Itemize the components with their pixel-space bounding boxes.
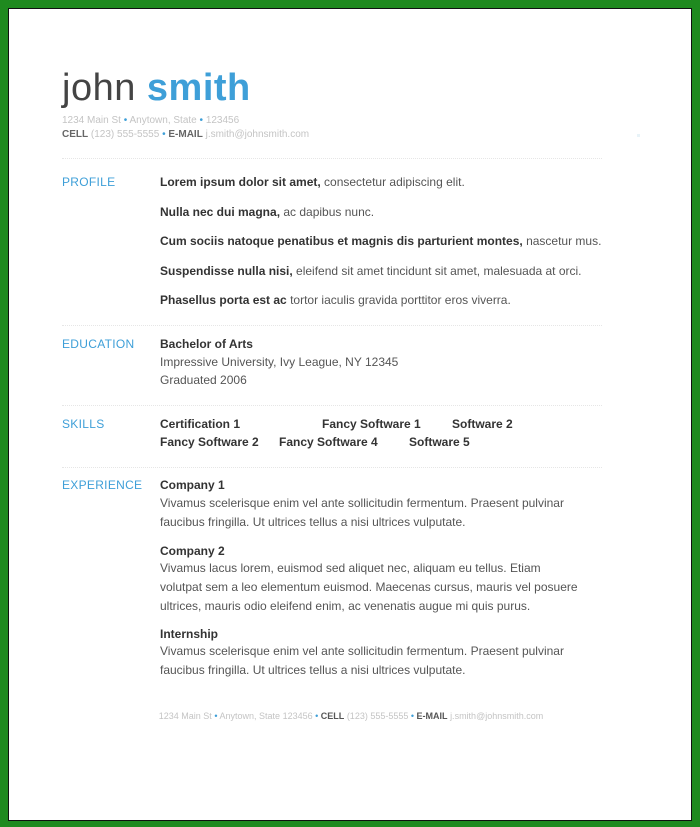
profile-line: [160, 264, 582, 278]
profile-line-text: nascetur mus.: [522, 234, 602, 248]
bullet-separator: •: [199, 115, 204, 126]
education-graduated: Graduated 2006: [160, 373, 247, 387]
footer-email-value[interactable]: j.smith@johnsmith.com: [450, 711, 544, 721]
address-zip: 123456: [205, 115, 240, 126]
footer-cell-value: (123) 555-5555: [346, 711, 409, 721]
footer-email-label: E-MAIL: [416, 711, 448, 721]
job-description: volutpat sem a leo elementum euismod. Maecenas cursus, mauris vel posuere: [160, 580, 578, 594]
footer-zip: 123456: [282, 711, 313, 721]
section-label-education: EDUCATION: [62, 337, 135, 351]
skill-item: Fancy Software 2: [160, 435, 259, 449]
section-label-experience: EXPERIENCE: [62, 478, 143, 492]
section-divider: [62, 467, 602, 468]
profile-line-bold: Cum sociis natoque penatibus et magnis dis parturient montes,: [160, 234, 523, 248]
profile-line-bold: Phasellus porta est ac: [160, 293, 287, 307]
profile-line-text: consectetur adipiscing elit.: [320, 175, 465, 189]
bullet-separator: •: [315, 711, 319, 721]
email-value[interactable]: j.smith@johnsmith.com: [205, 129, 310, 140]
profile-line: [160, 293, 511, 307]
skill-item: Fancy Software 1: [322, 417, 421, 431]
job-title: Company 1: [160, 478, 225, 492]
section-divider: [62, 405, 602, 406]
address-line: [62, 115, 239, 126]
education-degree: Bachelor of Arts: [160, 337, 253, 351]
job-title: Internship: [160, 627, 219, 641]
bullet-separator: •: [214, 711, 218, 721]
skill-item: Software 2: [452, 417, 513, 431]
profile-line-text: tortor iaculis gravida porttitor eros viverra.: [286, 293, 511, 307]
cell-label: CELL: [62, 129, 89, 140]
last-name: smith: [146, 67, 251, 109]
footer-address: 1234 Main St: [158, 711, 212, 721]
bullet-separator: •: [410, 711, 415, 721]
bullet-separator: •: [123, 115, 128, 126]
profile-line: [160, 175, 465, 189]
profile-line-bold: Lorem ipsum dolor sit amet,: [160, 175, 321, 189]
skill-item: Fancy Software 4: [279, 435, 378, 449]
profile-line-text: ac dapibus nunc.: [280, 205, 375, 219]
bullet-separator: •: [162, 129, 166, 140]
profile-line: [160, 234, 601, 248]
skill-item: Certification 1: [160, 417, 241, 431]
first-name: john: [62, 67, 136, 109]
footer-city: Anytown, State: [219, 711, 281, 721]
cell-value: (123) 555-5555: [90, 129, 160, 140]
section-divider: [62, 325, 602, 326]
skill-item: Software 5: [409, 435, 470, 449]
job-description: Vivamus scelerisque enim vel ante sollicitudin fermentum. Praesent pulvinar: [160, 644, 564, 658]
profile-line-text: eleifend sit amet tincidunt sit amet, malesuada at orci.: [292, 264, 582, 278]
job-description: faucibus fringilla. Ut ultrices tellus a nisi ultrices vulputate.: [160, 663, 466, 677]
job-description: faucibus fringilla. Ut ultrices tellus a nisi ultrices vulputate.: [160, 515, 466, 529]
resume-page: [8, 8, 692, 821]
education-school: Impressive University, Ivy League, NY 12345: [160, 355, 399, 369]
footer-contact: [9, 711, 693, 721]
decorative-dot: [637, 134, 640, 137]
section-label-profile: PROFILE: [62, 175, 116, 189]
address-street: 1234 Main St: [62, 115, 121, 126]
profile-line: [160, 205, 374, 219]
job-description: Vivamus scelerisque enim vel ante sollicitudin fermentum. Praesent pulvinar: [160, 496, 564, 510]
contact-line: [62, 129, 309, 140]
section-label-skills: SKILLS: [62, 417, 105, 431]
footer-cell-label: CELL: [320, 711, 345, 721]
resume-name: [62, 67, 251, 110]
job-description: Vivamus lacus lorem, euismod sed aliquet nec, aliquam eu tellus. Etiam: [160, 561, 541, 575]
job-description: ultrices, mauris odio eleifend enim, ac venenatis augue mi quis purus.: [160, 599, 531, 613]
section-divider: [62, 158, 602, 159]
job-title: Company 2: [160, 544, 225, 558]
profile-line-bold: Nulla nec dui magna,: [160, 205, 281, 219]
profile-line-bold: Suspendisse nulla nisi,: [160, 264, 293, 278]
address-city: Anytown, State: [129, 115, 197, 126]
email-label: E-MAIL: [168, 129, 203, 140]
